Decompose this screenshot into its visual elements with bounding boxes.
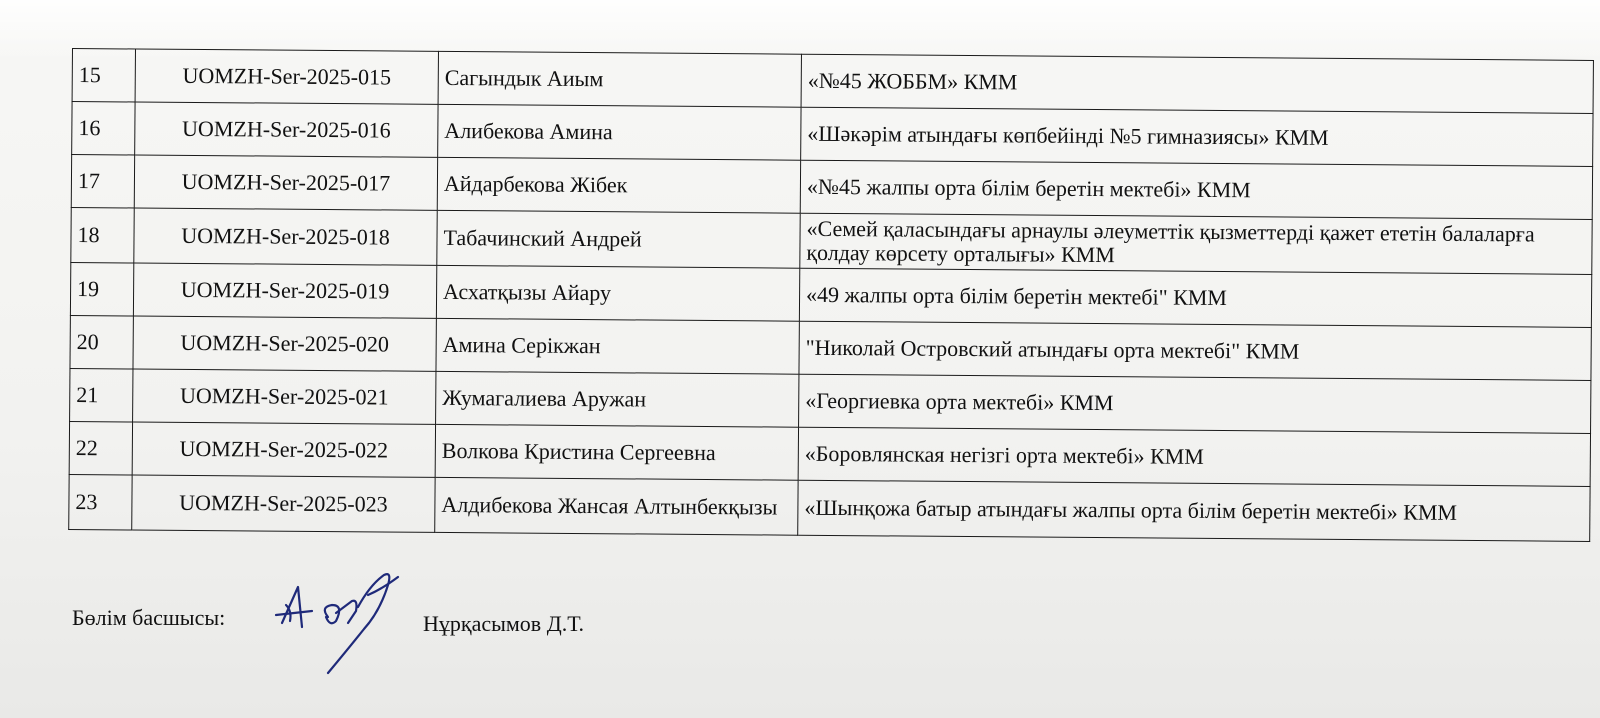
department-head-name: Нұрқасымов Д.Т. xyxy=(423,611,584,636)
table-row xyxy=(69,474,1590,541)
certificate-code: UOMZH-Ser-2025-017 xyxy=(134,155,437,210)
organization: «№45 жалпы орта білім беретін мектебі» КММ xyxy=(800,160,1592,219)
organization: «49 жалпы орта білім беретін мектебі" КММ xyxy=(799,268,1591,327)
participant-name: Айдарбекова Жібек xyxy=(437,157,800,213)
certificate-code: UOMZH-Ser-2025-023 xyxy=(132,475,435,532)
signature-mark xyxy=(272,565,412,685)
department-head-label: Бөлім басшысы: xyxy=(72,605,226,630)
participant-name: Сагындык Аиым xyxy=(438,51,801,107)
organization: "Николай Островский атындағы орта мектебі" КММ xyxy=(799,321,1591,380)
row-number: 21 xyxy=(70,368,133,421)
participant-name: Табачинский Андрей xyxy=(437,210,800,268)
participant-name: Амина Серікжан xyxy=(436,318,799,374)
certificate-code: UOMZH-Ser-2025-016 xyxy=(135,102,438,157)
organization: «№45 ЖОББМ» КММ xyxy=(801,54,1593,113)
row-number: 23 xyxy=(69,474,132,529)
row-number: 16 xyxy=(72,102,135,155)
organization: «Шынқожа батыр атындағы жалпы орта білім беретін мектебі» КММ xyxy=(798,480,1590,541)
certificate-code: UOMZH-Ser-2025-020 xyxy=(133,316,436,371)
certificate-code: UOMZH-Ser-2025-019 xyxy=(133,263,436,318)
organization: «Георгиевка орта мектебі» КММ xyxy=(799,374,1591,433)
row-number: 18 xyxy=(71,207,134,262)
certificate-code: UOMZH-Ser-2025-018 xyxy=(134,208,437,265)
certificate-code: UOMZH-Ser-2025-015 xyxy=(135,49,438,104)
participant-name: Волкова Кристина Сергеевна xyxy=(435,424,798,480)
participant-name: Алибекова Амина xyxy=(438,104,801,160)
organization: «Шәкәрім атындағы көпбейінді №5 гимназиясы» КММ xyxy=(801,107,1593,166)
row-number: 20 xyxy=(70,315,133,368)
certificate-code: UOMZH-Ser-2025-022 xyxy=(132,422,435,477)
certificate-code: UOMZH-Ser-2025-021 xyxy=(133,369,436,424)
row-number: 17 xyxy=(71,155,134,208)
row-number: 15 xyxy=(72,49,135,102)
organization: «Боровлянская негізгі орта мектебі» КММ xyxy=(798,427,1590,486)
row-number: 22 xyxy=(69,421,132,474)
participant-name: Жумагалиева Аружан xyxy=(436,371,799,427)
participants-table xyxy=(68,48,1594,542)
participant-name: Асхатқызы Айару xyxy=(436,265,799,321)
organization: «Семей қаласындағы арнаулы әлеуметтік қызметтерді қажет ететін балаларға қолдау көрсету орталығы» КММ xyxy=(800,213,1592,274)
row-number: 19 xyxy=(70,262,133,315)
participant-name: Алдибекова Жансая Алтынбекқызы xyxy=(435,477,798,535)
